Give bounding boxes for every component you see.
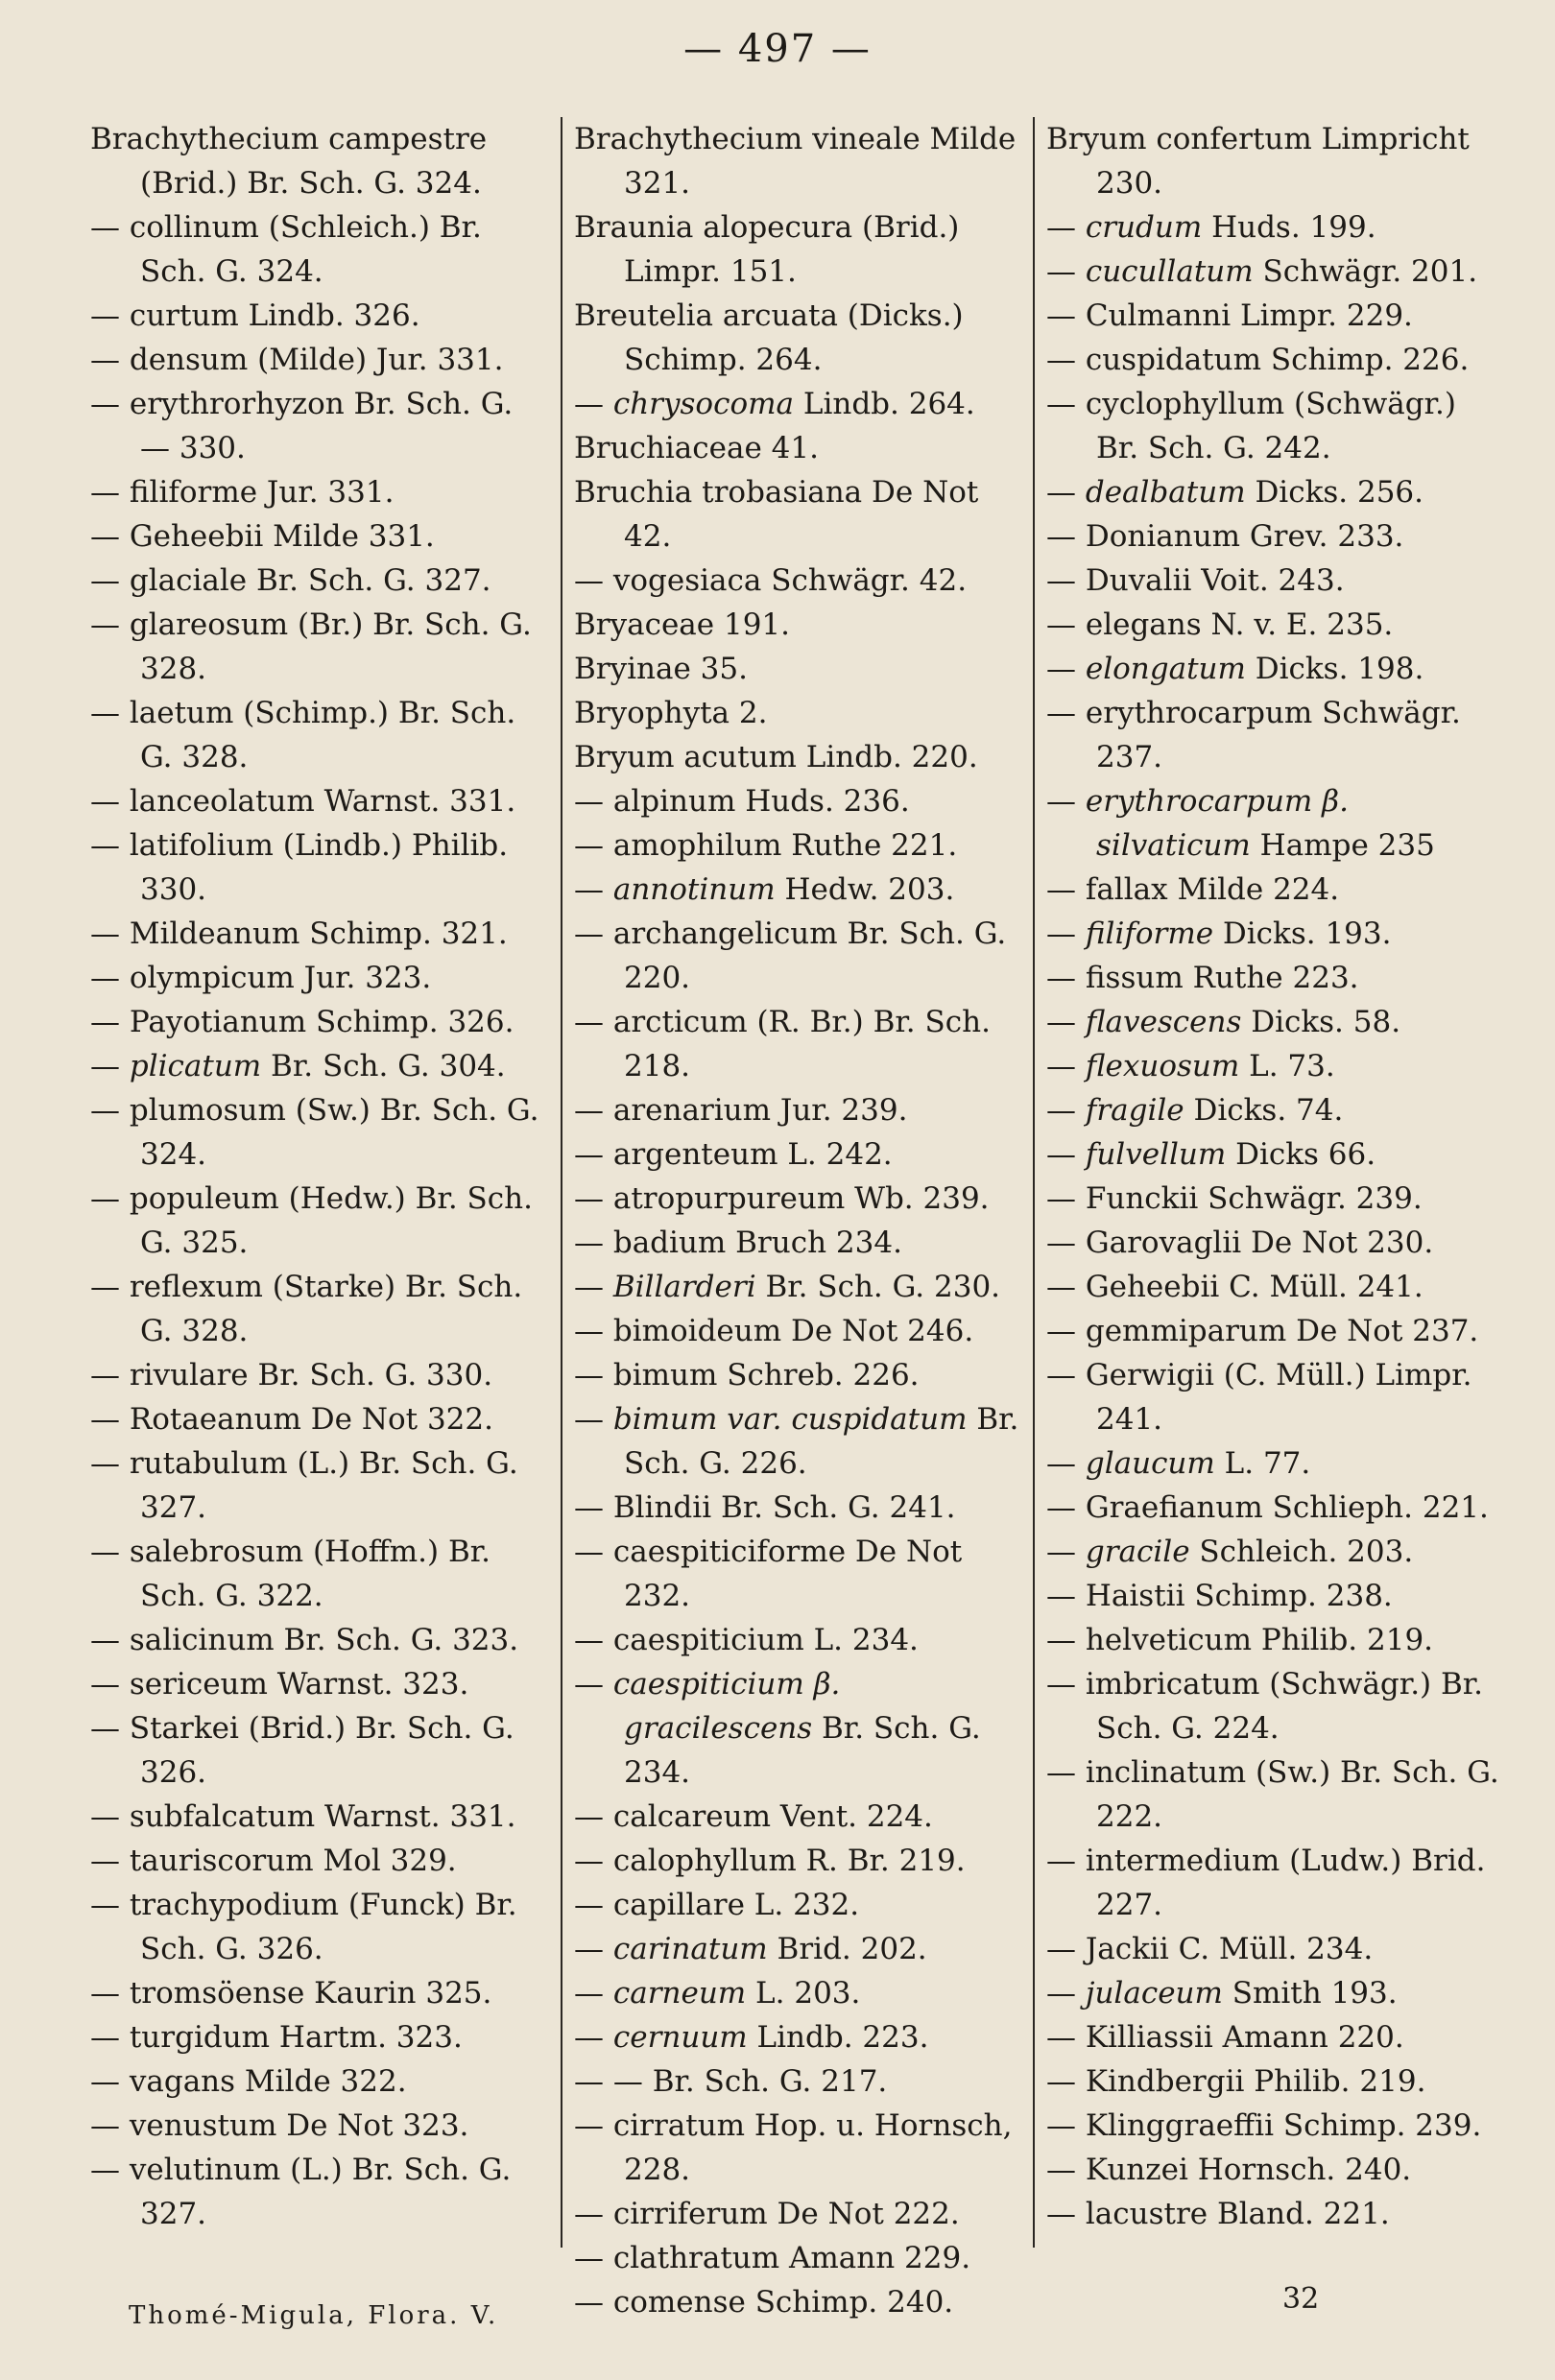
italic-name: fragile xyxy=(1085,1093,1184,1128)
index-entry: — atropurpureum Wb. 239. xyxy=(574,1181,990,1216)
index-entry: — venustum De Not 323. xyxy=(90,2108,469,2143)
index-column-2 xyxy=(561,117,1033,2320)
index-entry: — lanceolatum Warnst. 331. xyxy=(90,784,516,819)
index-entry: — subfalcatum Warnst. 331. xyxy=(90,1799,516,1834)
index-entry: — lacustre Bland. 221. xyxy=(1046,2197,1390,2231)
index-entry: — bimoideum De Not 246. xyxy=(574,1314,974,1348)
index-entry: Bruchia trobasiana De Not 42. xyxy=(574,475,979,554)
index-entry: — populeum (Hedw.) Br. Sch. G. 325. xyxy=(90,1181,533,1260)
index-entry: — Killiassii Amann 220. xyxy=(1046,2020,1404,2055)
index-entry: — annotinum Hedw. 203. xyxy=(574,872,955,907)
index-entry: — argenteum L. 242. xyxy=(574,1137,893,1172)
index-entry: — glaciale Br. Sch. G. 327. xyxy=(90,563,491,598)
index-entry: — Kunzei Hornsch. 240. xyxy=(1046,2153,1412,2187)
italic-name: cucullatum xyxy=(1085,254,1254,289)
index-entry: — Haistii Schimp. 238. xyxy=(1046,1579,1393,1613)
index-column-1 xyxy=(79,117,561,2248)
italic-name: chrysocoma xyxy=(612,387,794,421)
index-entry: — glareosum (Br.) Br. Sch. G. 328. xyxy=(90,607,532,686)
index-entry: — cernuum Lindb. 223. xyxy=(574,2020,929,2055)
index-entry: — crudum Huds. 199. xyxy=(1046,210,1376,245)
page-number: — 497 — xyxy=(683,27,872,71)
italic-name: fulvellum xyxy=(1085,1137,1227,1172)
index-entry: — carneum L. 203. xyxy=(574,1976,861,2011)
index-entry: — velutinum (L.) Br. Sch. G. 327. xyxy=(90,2153,512,2231)
index-entry: — erythrocarpum Schwägr. 237. xyxy=(1046,696,1461,774)
index-entry: — Starkei (Brid.) Br. Sch. G. 326. xyxy=(90,1711,514,1790)
index-entry: — arcticum (R. Br.) Br. Sch. 218. xyxy=(574,1005,991,1083)
index-entry: — vogesiaca Schwägr. 42. xyxy=(574,563,968,598)
index-entry: — Graefianum Schlieph. 221. xyxy=(1046,1490,1489,1525)
index-entry: Bruchiaceae 41. xyxy=(574,431,819,465)
index-entry: — elegans N. v. E. 235. xyxy=(1046,607,1394,642)
index-entry: — imbricatum (Schwägr.) Br. Sch. G. 224. xyxy=(1046,1667,1484,1746)
index-entry: — alpinum Huds. 236. xyxy=(574,784,910,819)
index-entry: — chrysocoma Lindb. 264. xyxy=(574,387,975,421)
index-entry: — reflexum (Starke) Br. Sch. G. 328. xyxy=(90,1270,523,1348)
index-entry: — fragile Dicks. 74. xyxy=(1046,1093,1344,1128)
index-entry: — densum (Milde) Jur. 331. xyxy=(90,343,504,377)
index-entry: — caespiticium β. gracilescens Br. Sch. G. 234. xyxy=(574,1667,981,1790)
index-entry: — rutabulum (L.) Br. Sch. G. 327. xyxy=(90,1446,518,1525)
index-entry: — cuspidatum Schimp. 226. xyxy=(1046,343,1470,377)
index-entry: — glaucum L. 77. xyxy=(1046,1446,1311,1481)
index-entry: — salicinum Br. Sch. G. 323. xyxy=(90,1623,519,1657)
index-entry: — Mildeanum Schimp. 321. xyxy=(90,916,508,951)
index-entry: — intermedium (Ludw.) Brid. 227. xyxy=(1046,1844,1486,1922)
italic-name: dealbatum xyxy=(1085,475,1246,510)
index-entry: — badium Bruch 234. xyxy=(574,1226,902,1260)
index-entry: — caespiticium L. 234. xyxy=(574,1623,919,1657)
index-entry: — Payotianum Schimp. 326. xyxy=(90,1005,514,1039)
index-entry: — julaceum Smith 193. xyxy=(1046,1976,1398,2011)
italic-name: flexuosum xyxy=(1085,1049,1240,1083)
index-entry: — Donianum Grev. 233. xyxy=(1046,519,1404,554)
index-entry: — tromsöense Kaurin 325. xyxy=(90,1976,492,2011)
italic-name: annotinum xyxy=(612,872,776,907)
italic-name: carinatum xyxy=(612,1932,768,1966)
index-entry: — turgidum Hartm. 323. xyxy=(90,2020,463,2055)
index-entry: — curtum Lindb. 326. xyxy=(90,298,420,333)
footer-signature: Thomé-Migula, Flora. V. xyxy=(129,2301,499,2330)
footer-sheet-number: 32 xyxy=(1282,2282,1320,2316)
index-entry: — — Br. Sch. G. 217. xyxy=(574,2064,888,2099)
italic-name: julaceum xyxy=(1085,1976,1223,2011)
index-entry: — Blindii Br. Sch. G. 241. xyxy=(574,1490,956,1525)
index-entry: — cyclophyllum (Schwägr.) Br. Sch. G. 242. xyxy=(1046,387,1456,465)
index-entry: — helveticum Philib. 219. xyxy=(1046,1623,1434,1657)
index-entry: — dealbatum Dicks. 256. xyxy=(1046,475,1424,510)
index-entry: — flavescens Dicks. 58. xyxy=(1046,1005,1401,1039)
index-entry: — bimum Schreb. 226. xyxy=(574,1358,920,1392)
index-entry: — Funckii Schwägr. 239. xyxy=(1046,1181,1423,1216)
index-entry: — Geheebii C. Müll. 241. xyxy=(1046,1270,1423,1304)
index-entry: — laetum (Schimp.) Br. Sch. G. 328. xyxy=(90,696,516,774)
index-entry: — trachypodium (Funck) Br. Sch. G. 326. xyxy=(90,1888,517,1966)
index-entry: — caespiticiforme De Not 232. xyxy=(574,1535,963,1613)
index-entry: — erythrocarpum β. silvaticum Hampe 235 xyxy=(1046,784,1435,863)
index-entry: — Garovaglii De Not 230. xyxy=(1046,1226,1434,1260)
index-entry: — olympicum Jur. 323. xyxy=(90,961,432,995)
index-entry: Breutelia arcuata (Dicks.) Schimp. 264. xyxy=(574,298,964,377)
index-entry: — calcareum Vent. 224. xyxy=(574,1799,933,1834)
index-entry: — Duvalii Voit. 243. xyxy=(1046,563,1345,598)
index-entry: Bryaceae 191. xyxy=(574,607,791,642)
index-entry: — calophyllum R. Br. 219. xyxy=(574,1844,966,1878)
index-entry: Bryophyta 2. xyxy=(574,696,768,730)
index-entry: — gracile Schleich. 203. xyxy=(1046,1535,1414,1569)
index-entry: — cucullatum Schwägr. 201. xyxy=(1046,254,1478,289)
index-entry: — Rotaeanum De Not 322. xyxy=(90,1402,493,1437)
italic-name: gracile xyxy=(1085,1535,1190,1569)
index-entry: — inclinatum (Sw.) Br. Sch. G. 222. xyxy=(1046,1755,1499,1834)
index-entry: — Jackii C. Müll. 234. xyxy=(1046,1932,1374,1966)
index-entry: — comense Schimp. 240. xyxy=(574,2285,954,2320)
index-entry: — Billarderi Br. Sch. G. 230. xyxy=(574,1270,1001,1304)
index-entry: — tauriscorum Mol 329. xyxy=(90,1844,457,1878)
index-entry: — capillare L. 232. xyxy=(574,1888,860,1922)
index-entry: — erythrorhyzon Br. Sch. G. — 330. xyxy=(90,387,514,465)
index-entry: — flexuosum L. 73. xyxy=(1046,1049,1335,1083)
index-entry: — gemmiparum De Not 237. xyxy=(1046,1314,1479,1348)
index-entry: — sericeum Warnst. 323. xyxy=(90,1667,469,1702)
index-entry: — amophilum Ruthe 221. xyxy=(574,828,958,863)
index-entry: — bimum var. cuspidatum Br. Sch. G. 226. xyxy=(574,1402,1019,1481)
index-entry: Brachythecium campestre (Brid.) Br. Sch. G. 324. xyxy=(90,122,488,201)
index-entry: Bryinae 35. xyxy=(574,652,748,686)
index-entry: — fissum Ruthe 223. xyxy=(1046,961,1359,995)
index-entry: Bryum acutum Lindb. 220. xyxy=(574,740,978,774)
index-entry: — Kindbergii Philib. 219. xyxy=(1046,2064,1426,2099)
index-entry: — rivulare Br. Sch. G. 330. xyxy=(90,1358,493,1392)
italic-name: carneum xyxy=(612,1976,747,2011)
index-entry: Bryum confertum Limpricht 230. xyxy=(1046,122,1470,201)
italic-name: crudum xyxy=(1085,210,1203,245)
index-entry: — filiforme Dicks. 193. xyxy=(1046,916,1392,951)
index-entry: — clathratum Amann 229. xyxy=(574,2241,971,2275)
index-entry: — cirriferum De Not 222. xyxy=(574,2197,960,2231)
italic-name: plicatum xyxy=(129,1049,262,1083)
italic-name: cernuum xyxy=(612,2020,748,2055)
index-entry: — fulvellum Dicks 66. xyxy=(1046,1137,1376,1172)
index-entry: — latifolium (Lindb.) Philib. 330. xyxy=(90,828,509,907)
index-entry: — Culmanni Limpr. 229. xyxy=(1046,298,1413,333)
index-entry: — cirratum Hop. u. Hornsch, 228. xyxy=(574,2108,1013,2187)
index-entry: — Gerwigii (C. Müll.) Limpr. 241. xyxy=(1046,1358,1472,1437)
italic-name: Billarderi xyxy=(612,1270,756,1304)
index-entry: — collinum (Schleich.) Br. Sch. G. 324. xyxy=(90,210,482,289)
index-entry: — salebrosum (Hoffm.) Br. Sch. G. 322. xyxy=(90,1535,491,1613)
index-entry: Brachythecium vineale Milde 321. xyxy=(574,122,1017,201)
italic-name: filiforme xyxy=(1085,916,1214,951)
index-entry: — filiforme Jur. 331. xyxy=(90,475,395,510)
italic-name: erythrocarpum β. silvaticum xyxy=(1085,784,1349,863)
index-entry: — carinatum Brid. 202. xyxy=(574,1932,927,1966)
index-column-3 xyxy=(1033,117,1509,2248)
index-entry: — archangelicum Br. Sch. G. 220. xyxy=(574,916,1007,995)
index-entry: — plicatum Br. Sch. G. 304. xyxy=(90,1049,506,1083)
index-entry: — Klinggraeffii Schimp. 239. xyxy=(1046,2108,1482,2143)
index-entry: — arenarium Jur. 239. xyxy=(574,1093,908,1128)
index-entry: — Geheebii Milde 331. xyxy=(90,519,435,554)
italic-name: caespiticium β. gracilescens xyxy=(612,1667,841,1746)
italic-name: flavescens xyxy=(1085,1005,1242,1039)
index-entry: — plumosum (Sw.) Br. Sch. G. 324. xyxy=(90,1093,539,1172)
index-entry: — elongatum Dicks. 198. xyxy=(1046,652,1424,686)
index-entry: Braunia alopecura (Brid.) Limpr. 151. xyxy=(574,210,960,289)
italic-name: elongatum xyxy=(1085,652,1246,686)
italic-name: bimum var. cuspidatum xyxy=(612,1402,968,1437)
index-entry: — vagans Milde 322. xyxy=(90,2064,407,2099)
italic-name: glaucum xyxy=(1085,1446,1215,1481)
index-entry: — fallax Milde 224. xyxy=(1046,872,1340,907)
